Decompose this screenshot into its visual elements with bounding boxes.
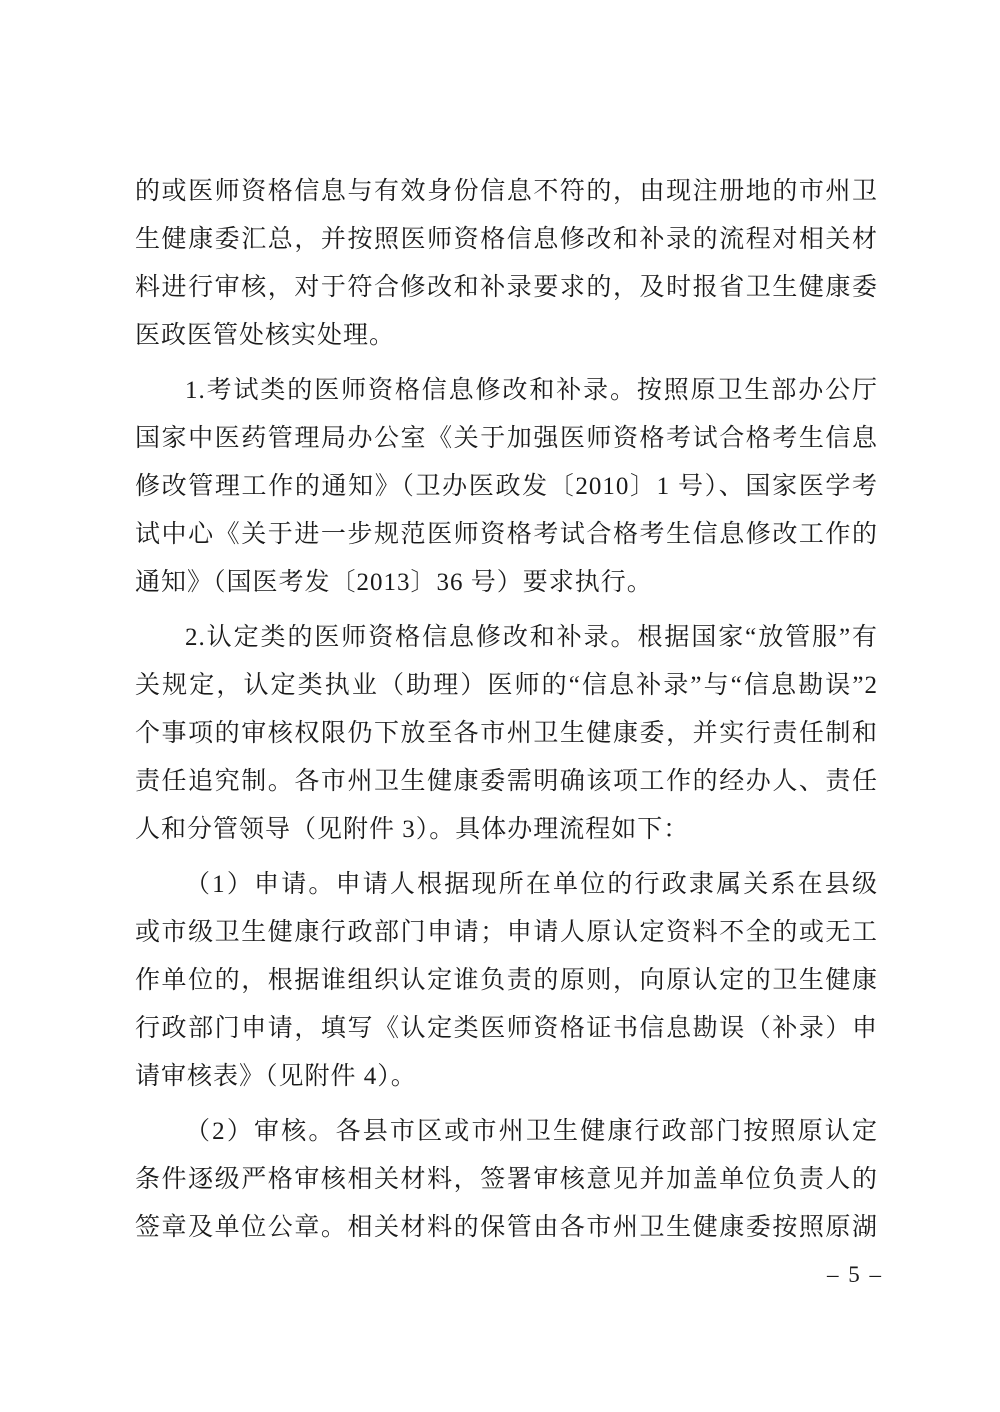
- text-line: （1）申请。申请人根据现所在单位的行政隶属关系在县级: [185, 871, 878, 898]
- paragraph-item-2-recognition-type: [135, 614, 878, 854]
- text-line: 国家中医药管理局办公室《关于加强医师资格考试合格考生信息: [135, 425, 878, 452]
- text-line: 请审核表》（见附件 4）。: [135, 1063, 417, 1090]
- text-line: 试中心《关于进一步规范医师资格考试合格考生信息修改工作的: [135, 521, 878, 548]
- text-line: 签章及单位公章。相关材料的保管由各市州卫生健康委按照原湖: [135, 1214, 878, 1241]
- text-line: 2.认定类的医师资格信息修改和补录。根据国家“放管服”有: [185, 624, 878, 651]
- text-line: 行政部门申请，填写《认定类医师资格证书信息勘误（补录）申: [135, 1015, 878, 1042]
- text-line: 的或医师资格信息与有效身份信息不符的，由现注册地的市州卫: [135, 178, 878, 205]
- text-line: （2）审核。各县市区或市州卫生健康行政部门按照原认定: [185, 1118, 878, 1145]
- text-line: 个事项的审核权限仍下放至各市州卫生健康委，并实行责任制和: [135, 720, 878, 747]
- paragraph-item-1-exam-type: [135, 367, 878, 607]
- text-line: 料进行审核，对于符合修改和补录要求的，及时报省卫生健康委: [135, 274, 878, 301]
- page-number: – 5 –: [827, 1262, 883, 1287]
- text-line: 1.考试类的医师资格信息修改和补录。按照原卫生部办公厅: [185, 377, 878, 404]
- text-line: 修改管理工作的通知》（卫办医政发〔2010〕1 号）、国家医学考: [135, 473, 878, 500]
- paragraph-step-2-review: [135, 1108, 878, 1252]
- text-line: 作单位的，根据谁组织认定谁负责的原则，向原认定的卫生健康: [135, 967, 878, 994]
- text-line: 生健康委汇总，并按照医师资格信息修改和补录的流程对相关材: [135, 226, 878, 253]
- paragraph-continuation: [135, 168, 878, 360]
- text-line: 医政医管处核实处理。: [135, 322, 396, 349]
- text-line: 关规定，认定类执业（助理）医师的“信息补录”与“信息勘误”2: [135, 672, 878, 699]
- document-body: [135, 168, 878, 1259]
- text-line: 通知》（国医考发〔2013〕36 号）要求执行。: [135, 569, 653, 596]
- text-line: 条件逐级严格审核相关材料，签署审核意见并加盖单位负责人的: [135, 1166, 878, 1193]
- text-line: 人和分管领导（见附件 3）。具体办理流程如下：: [135, 816, 690, 843]
- text-line: 或市级卫生健康行政部门申请；申请人原认定资料不全的或无工: [135, 919, 878, 946]
- text-line: 责任追究制。各市州卫生健康委需明确该项工作的经办人、责任: [135, 768, 878, 795]
- paragraph-step-1-application: [135, 861, 878, 1101]
